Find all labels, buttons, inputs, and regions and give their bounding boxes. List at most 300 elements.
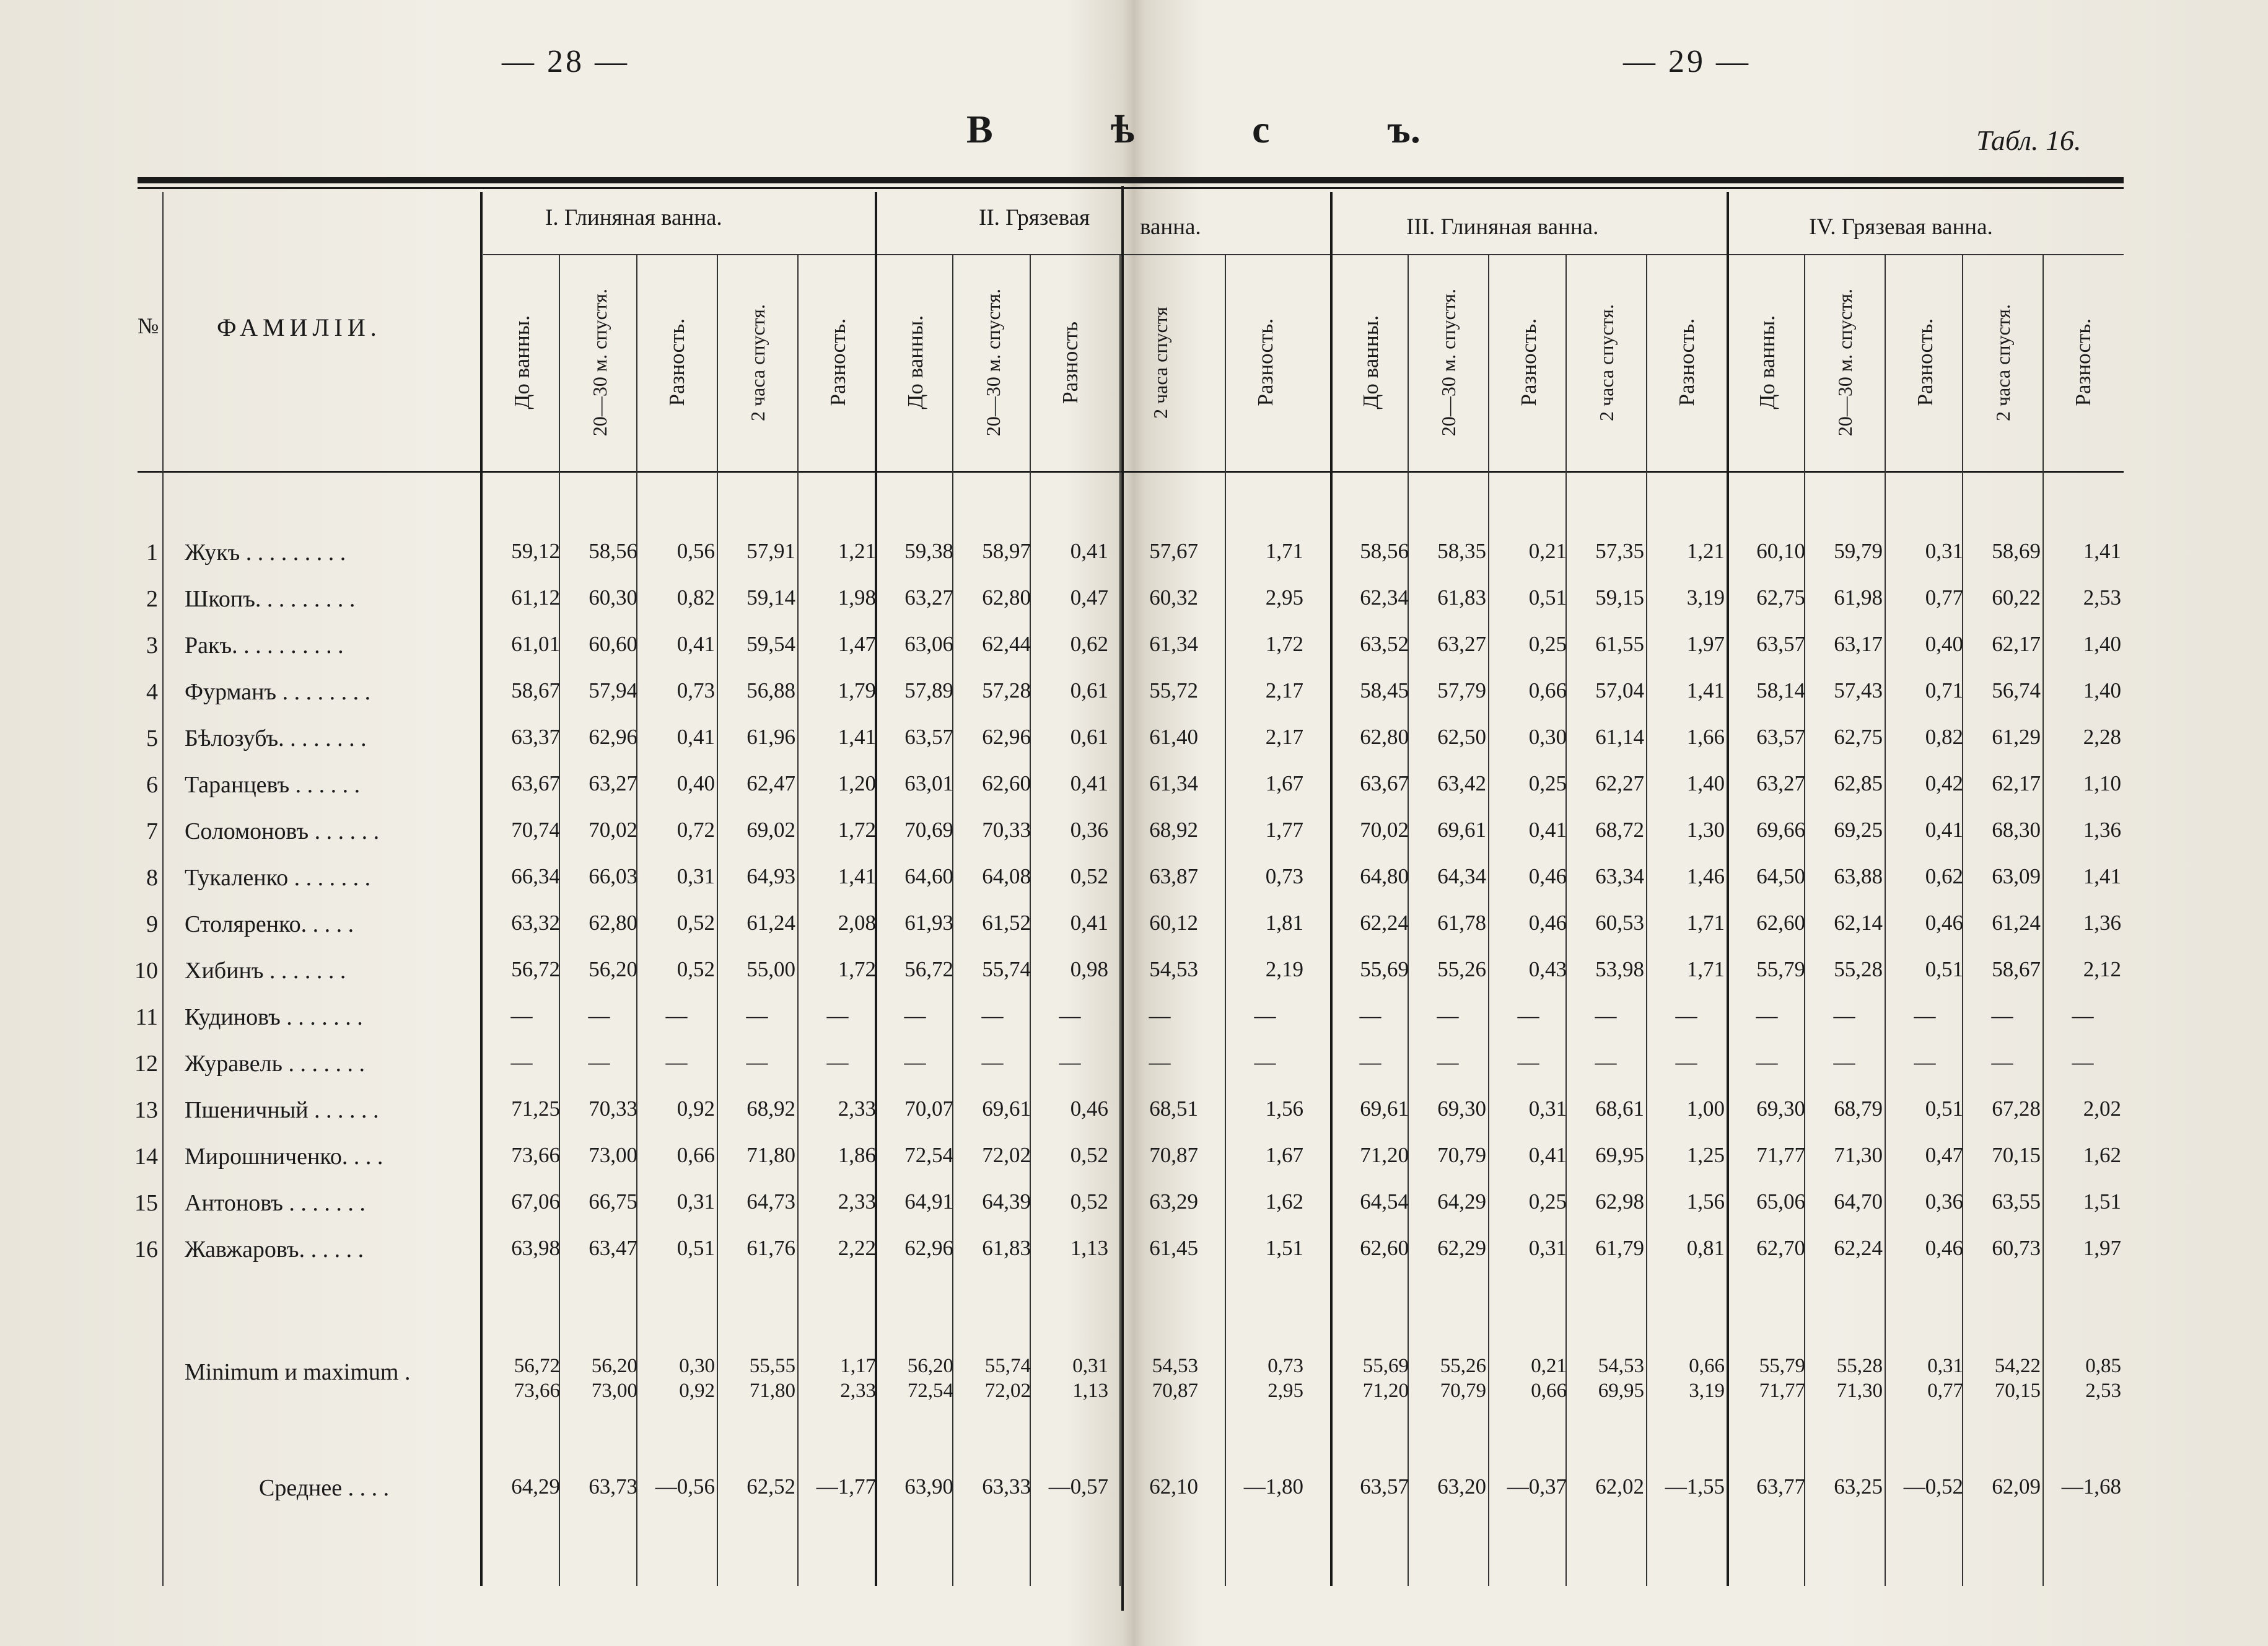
table-cell: 1,41	[2083, 539, 2121, 563]
table-cell: 62,50	[1437, 725, 1486, 749]
table-cell: 57,67	[1149, 539, 1198, 563]
table-cell: —	[981, 1004, 1004, 1028]
minmax-min-cell: 54,53	[1598, 1355, 1644, 1377]
average-cell: —1,55	[1665, 1474, 1725, 1499]
table-title	[966, 107, 1538, 152]
table-cell: 62,80	[982, 585, 1031, 610]
column-header-text: До ванны.	[1359, 315, 1383, 409]
table-cell: 66,75	[589, 1189, 637, 1214]
table-cell: 60,60	[589, 632, 637, 656]
table-cell: 0,46	[1528, 911, 1567, 935]
table-cell: 1,72	[838, 818, 876, 842]
table-cell: 2,53	[2083, 585, 2121, 610]
table-cell: 58,56	[589, 539, 637, 563]
table-cell: 60,22	[1992, 585, 2041, 610]
row-number: 13	[134, 1097, 158, 1123]
table-cell: 63,27	[904, 585, 953, 610]
table-cell: 1,67	[1265, 771, 1303, 795]
table-cell: —	[510, 1004, 533, 1028]
table-cell: 0,41	[1528, 1143, 1567, 1167]
minmax-max-cell: 71,30	[1836, 1380, 1883, 1402]
table-cell: 59,14	[747, 585, 795, 610]
table-cell: 1,56	[1265, 1097, 1303, 1121]
table-cell: 0,66	[1528, 678, 1567, 703]
group-header-underline	[483, 254, 2124, 255]
table-cell: 1,71	[1265, 539, 1303, 563]
table-cell: 73,66	[511, 1143, 560, 1167]
table-cell: 61,24	[747, 911, 795, 935]
table-cell: —	[2072, 1004, 2094, 1028]
col-divider-8	[1119, 254, 1121, 1586]
table-cell: 0,25	[1528, 1189, 1567, 1214]
column-header-text: 20—30 м. спустя.	[981, 288, 1004, 437]
table-cell: —	[904, 1004, 926, 1028]
minmax-min-cell: 55,28	[1836, 1355, 1883, 1377]
table-cell: 60,10	[1756, 539, 1805, 563]
table-cell: 71,20	[1360, 1143, 1409, 1167]
table-cell: 1,00	[1686, 1097, 1725, 1121]
average-cell: 63,57	[1360, 1474, 1409, 1499]
table-cell: 63,32	[511, 911, 560, 935]
minmax-min-cell: 0,30	[679, 1355, 715, 1377]
table-cell: 62,34	[1360, 585, 1409, 610]
table-cell: 0,41	[1070, 771, 1108, 795]
table-cell: 68,30	[1992, 818, 2041, 842]
table-cell: 60,30	[589, 585, 637, 610]
table-cell: 73,00	[589, 1143, 637, 1167]
table-cell: 67,28	[1992, 1097, 2041, 1121]
table-cell: 1,41	[1686, 678, 1725, 703]
column-header	[1648, 260, 1726, 465]
table-cell: —	[1437, 1050, 1459, 1074]
col-divider-3	[717, 254, 718, 1586]
minmax-min-cell: 55,74	[984, 1355, 1031, 1377]
table-cell: 63,67	[1360, 771, 1409, 795]
table-cell: —	[665, 1004, 688, 1028]
table-cell: 61,01	[511, 632, 560, 656]
title-letter-2: ѣ	[1110, 107, 1135, 151]
column-header-text: Разность.	[1253, 318, 1277, 406]
table-cell: 59,12	[511, 539, 560, 563]
table-cell: 53,98	[1595, 957, 1644, 981]
table-cell: 1,36	[2083, 911, 2121, 935]
table-cell: 69,61	[982, 1097, 1031, 1121]
table-cell: 0,47	[1925, 1143, 1963, 1167]
table-cell: 71,30	[1834, 1143, 1883, 1167]
col-divider-14	[1646, 254, 1647, 1586]
table-cell: 1,10	[2083, 771, 2121, 795]
table-cell: 62,44	[982, 632, 1031, 656]
column-header-text: До ванны.	[510, 315, 534, 409]
table-cell: 63,42	[1437, 771, 1486, 795]
minmax-min-cell: 0,66	[1689, 1355, 1725, 1377]
column-header	[1409, 260, 1487, 465]
row-number: 11	[135, 1004, 158, 1030]
minmax-min-cell: 0,85	[2085, 1355, 2121, 1377]
table-cell: 62,80	[589, 911, 637, 935]
average-cell: —1,77	[816, 1474, 876, 1499]
table-cell: 63,57	[1756, 632, 1805, 656]
table-cell: —	[1675, 1004, 1697, 1028]
table-cell: 69,61	[1437, 818, 1486, 842]
table-cell: 65,06	[1756, 1189, 1805, 1214]
column-header	[1964, 260, 2042, 465]
col-divider-9	[1225, 254, 1226, 1586]
table-cell: 1,40	[1686, 771, 1725, 795]
table-cell: 59,54	[747, 632, 795, 656]
table-cell: 2,95	[1265, 585, 1303, 610]
table-cell: —	[1437, 1004, 1459, 1028]
table-cell: 61,40	[1149, 725, 1198, 749]
table-cell: —	[1059, 1050, 1081, 1074]
table-cell: —	[588, 1050, 610, 1074]
table-cell: 0,41	[676, 632, 715, 656]
table-cell: 1,46	[1686, 864, 1725, 888]
table-cell: 0,73	[676, 678, 715, 703]
row-number: 15	[134, 1190, 158, 1216]
row-surname: Пшеничный . . . . . .	[185, 1097, 379, 1123]
table-cell: —	[1833, 1004, 1855, 1028]
table-cell: 61,29	[1992, 725, 2041, 749]
table-cell: 64,93	[747, 864, 795, 888]
group-header-1: I. Глиняная ванна.	[545, 205, 722, 230]
table-cell: 55,72	[1149, 678, 1198, 703]
average-cell: 62,09	[1992, 1474, 2041, 1499]
table-cell: 63,87	[1149, 864, 1198, 888]
table-cell: 1,40	[2083, 678, 2121, 703]
col-divider-17	[1885, 254, 1886, 1586]
table-cell: 61,12	[511, 585, 560, 610]
table-cell: 1,36	[2083, 818, 2121, 842]
table-cell: —	[746, 1004, 768, 1028]
column-header-text: 2 часа спустя.	[746, 304, 769, 421]
minmax-max-cell: 72,02	[984, 1380, 1031, 1402]
table-cell: —	[1991, 1004, 2013, 1028]
table-cell: —	[1756, 1004, 1778, 1028]
table-cell: 64,60	[904, 864, 953, 888]
table-cell: 61,52	[982, 911, 1031, 935]
row-number: 12	[134, 1051, 158, 1077]
table-cell: 57,43	[1834, 678, 1883, 703]
table-cell: 2,22	[838, 1236, 876, 1260]
table-cell: 70,33	[982, 818, 1031, 842]
table-cell: 55,74	[982, 957, 1031, 981]
column-header	[1728, 260, 1806, 465]
table-cell: 54,53	[1149, 957, 1198, 981]
table-cell: 71,80	[747, 1143, 795, 1167]
minmax-max-cell: 2,33	[840, 1380, 876, 1402]
table-cell: 0,51	[676, 1236, 715, 1260]
row-number: 7	[146, 818, 158, 844]
table-cell: 68,61	[1595, 1097, 1644, 1121]
row-number: 2	[146, 586, 158, 612]
row-surname: Столяренко. . . . .	[185, 911, 354, 937]
header-num: №	[138, 313, 159, 338]
column-header-text: Разность	[1058, 321, 1082, 404]
table-cell: —	[826, 1004, 849, 1028]
minmax-min-cell: 54,22	[1994, 1355, 2041, 1377]
table-cell: 0,21	[1528, 539, 1567, 563]
table-cell: 59,79	[1834, 539, 1883, 563]
table-cell: 1,13	[1070, 1236, 1108, 1260]
row-surname: Ракъ. . . . . . . . . .	[185, 633, 344, 659]
average-cell: —0,56	[655, 1474, 715, 1499]
minmax-max-cell: 2,95	[1268, 1380, 1303, 1402]
table-cell: 1,21	[1686, 539, 1725, 563]
table-cell: 0,40	[1925, 632, 1963, 656]
minmax-max-cell: 1,13	[1072, 1380, 1108, 1402]
table-cell: 0,52	[1070, 1189, 1108, 1214]
page-number-right: — 29 —	[1623, 44, 1751, 79]
average-cell: —0,57	[1048, 1474, 1108, 1499]
table-cell: —	[1595, 1050, 1617, 1074]
table-cell: 1,66	[1686, 725, 1725, 749]
table-cell: 63,98	[511, 1236, 560, 1260]
table-cell: 1,62	[2083, 1143, 2121, 1167]
row-surname: Соломоновъ . . . . . .	[185, 818, 380, 844]
table-cell: 68,79	[1834, 1097, 1883, 1121]
average-label: Среднее . . . .	[259, 1475, 390, 1501]
table-cell: 68,72	[1595, 818, 1644, 842]
row-number: 4	[146, 679, 158, 705]
column-header-text: Разность.	[1517, 318, 1541, 406]
header-name: ФАМИЛІИ.	[217, 313, 382, 341]
row-surname: Журавель . . . . . . .	[185, 1051, 365, 1077]
table-cell: 0,61	[1070, 725, 1108, 749]
table-cell: 61,34	[1149, 771, 1198, 795]
group-header-4: IV. Грязевая ванна.	[1809, 214, 1993, 240]
column-header	[638, 260, 716, 465]
table-cell: 0,25	[1528, 632, 1567, 656]
table-cell: 0,52	[676, 911, 715, 935]
table-cell: 0,47	[1070, 585, 1108, 610]
table-cell: 62,98	[1595, 1189, 1644, 1214]
table-cell: 1,86	[838, 1143, 876, 1167]
minmax-min-cell: 0,21	[1531, 1355, 1567, 1377]
table-cell: 68,51	[1149, 1097, 1198, 1121]
minmax-min-cell: 55,55	[749, 1355, 795, 1377]
table-cell: 1,79	[838, 678, 876, 703]
table-cell: —	[1254, 1004, 1276, 1028]
table-cell: 61,83	[982, 1236, 1031, 1260]
table-cell: 2,08	[838, 911, 876, 935]
table-cell: 1,25	[1686, 1143, 1725, 1167]
table-cell: 59,15	[1595, 585, 1644, 610]
minmax-min-cell: 56,20	[907, 1355, 953, 1377]
table-cell: 1,41	[838, 864, 876, 888]
table-cell: 1,97	[1686, 632, 1725, 656]
table-cell: 57,91	[747, 539, 795, 563]
table-cell: 63,27	[1437, 632, 1486, 656]
table-cell: 63,52	[1360, 632, 1409, 656]
table-cell: 0,41	[1070, 911, 1108, 935]
row-surname: Таранцевъ . . . . . .	[185, 772, 361, 798]
minmax-min-cell: 1,17	[840, 1355, 876, 1377]
table-cell: 1,98	[838, 585, 876, 610]
table-cell: 0,30	[1528, 725, 1567, 749]
table-cell: 2,02	[2083, 1097, 2121, 1121]
table-cell: 0,51	[1925, 957, 1963, 981]
table-cell: 56,20	[589, 957, 637, 981]
table-cell: 0,25	[1528, 771, 1567, 795]
average-cell: 63,25	[1834, 1474, 1883, 1499]
table-cell: 0,62	[1925, 864, 1963, 888]
table-cell: —	[1833, 1050, 1855, 1074]
minmax-min-cell: 0,31	[1927, 1355, 1963, 1377]
table-cell: 62,24	[1834, 1236, 1883, 1260]
table-cell: 69,30	[1437, 1097, 1486, 1121]
table-cell: —	[1149, 1050, 1171, 1074]
table-cell: 63,37	[511, 725, 560, 749]
table-cell: 1,71	[1686, 911, 1725, 935]
col-divider-name	[480, 192, 483, 1586]
table-cell: 62,24	[1360, 911, 1409, 935]
table-cell: 62,14	[1834, 911, 1883, 935]
table-cell: 0,52	[676, 957, 715, 981]
table-cell: 1,56	[1686, 1189, 1725, 1214]
table-cell: 67,06	[511, 1189, 560, 1214]
average-cell: 62,02	[1595, 1474, 1644, 1499]
table-cell: 58,14	[1756, 678, 1805, 703]
average-cell: 63,73	[589, 1474, 637, 1499]
column-header	[561, 260, 639, 465]
table-cell: 63,01	[904, 771, 953, 795]
row-number: 10	[134, 958, 158, 984]
row-number: 16	[134, 1237, 158, 1263]
table-cell: —	[746, 1050, 768, 1074]
table-cell: 64,34	[1437, 864, 1486, 888]
table-cell: 1,72	[838, 957, 876, 981]
table-cell: 60,73	[1992, 1236, 2041, 1260]
table-cell: 61,55	[1595, 632, 1644, 656]
row-number: 8	[146, 865, 158, 891]
minmax-min-cell: 0,31	[1072, 1355, 1108, 1377]
table-cell: 62,47	[747, 771, 795, 795]
table-cell: —	[1914, 1004, 1936, 1028]
table-cell: 58,56	[1360, 539, 1409, 563]
table-cell: 62,96	[982, 725, 1031, 749]
table-cell: 63,06	[904, 632, 953, 656]
table-cell: 70,33	[589, 1097, 637, 1121]
table-cell: 70,02	[589, 818, 637, 842]
table-cell: 0,92	[676, 1097, 715, 1121]
table-cell: 66,03	[589, 864, 637, 888]
table-cell: 61,79	[1595, 1236, 1644, 1260]
column-header-text: Разность.	[1675, 318, 1699, 406]
table-cell: 57,35	[1595, 539, 1644, 563]
minmax-max-cell: 72,54	[907, 1380, 953, 1402]
row-surname: Жукъ . . . . . . . . .	[185, 540, 346, 566]
table-cell: 64,70	[1834, 1189, 1883, 1214]
minmax-max-cell: 73,00	[591, 1380, 637, 1402]
table-cell: 61,96	[747, 725, 795, 749]
table-cell: 55,00	[747, 957, 795, 981]
column-header-text: Разность.	[2071, 318, 2095, 406]
table-cell: 69,95	[1595, 1143, 1644, 1167]
header-bottom-rule	[138, 471, 2124, 473]
table-cell: 56,72	[904, 957, 953, 981]
table-cell: 63,57	[904, 725, 953, 749]
column-header	[1490, 260, 1568, 465]
table-cell: 63,27	[1756, 771, 1805, 795]
table-cell: 70,15	[1992, 1143, 2041, 1167]
table-cell: 1,40	[2083, 632, 2121, 656]
table-cell: 1,30	[1686, 818, 1725, 842]
minmax-max-cell: 71,20	[1362, 1380, 1409, 1402]
table-cell: 0,62	[1070, 632, 1108, 656]
column-header	[719, 260, 797, 465]
table-cell: 63,34	[1595, 864, 1644, 888]
minmax-max-cell: 0,66	[1531, 1380, 1567, 1402]
column-header-text: 2 часа спустя.	[1595, 304, 1618, 421]
table-cell: 64,29	[1437, 1189, 1486, 1214]
column-header	[954, 260, 1032, 465]
page-number-left: — 28 —	[502, 44, 629, 79]
table-cell: —	[1359, 1050, 1381, 1074]
table-cell: 0,51	[1528, 585, 1567, 610]
table-cell: 69,66	[1756, 818, 1805, 842]
table-cell: 70,74	[511, 818, 560, 842]
table-cell: 57,89	[904, 678, 953, 703]
table-cell: 63,55	[1992, 1189, 2041, 1214]
table-cell: —	[1756, 1050, 1778, 1074]
table-cell: 1,41	[2083, 864, 2121, 888]
table-cell: —	[1675, 1050, 1697, 1074]
table-cell: 58,67	[1992, 957, 2041, 981]
average-cell: —1,80	[1243, 1474, 1303, 1499]
table-cell: 64,08	[982, 864, 1031, 888]
average-cell: 64,29	[511, 1474, 560, 1499]
table-cell: 62,75	[1834, 725, 1883, 749]
table-cell: 2,28	[2083, 725, 2121, 749]
group-header-2b: ванна.	[1140, 214, 1201, 240]
minmax-min-cell: 55,69	[1362, 1355, 1409, 1377]
table-cell: 63,47	[589, 1236, 637, 1260]
col-divider-12	[1488, 254, 1489, 1586]
minmax-label: Minimum и maximum .	[185, 1359, 411, 1385]
table-cell: 1,97	[2083, 1236, 2121, 1260]
table-cell: 0,98	[1070, 957, 1108, 981]
table-cell: 64,73	[747, 1189, 795, 1214]
table-cell: —	[1517, 1004, 1539, 1028]
table-cell: —	[1991, 1050, 2013, 1074]
table-cell: 61,98	[1834, 585, 1883, 610]
table-cell: 70,79	[1437, 1143, 1486, 1167]
col-divider-num	[162, 192, 164, 1586]
table-cell: 0,41	[1925, 818, 1963, 842]
table-cell: 58,45	[1360, 678, 1409, 703]
table-cell: 56,74	[1992, 678, 2041, 703]
minmax-max-cell: 71,77	[1759, 1380, 1805, 1402]
column-header	[877, 260, 955, 465]
table-cell: 63,29	[1149, 1189, 1198, 1214]
table-cell: 70,07	[904, 1097, 953, 1121]
table-cell: —	[1059, 1004, 1081, 1028]
table-cell: 1,81	[1265, 911, 1303, 935]
table-cell: 0,71	[1925, 678, 1963, 703]
table-cell: 0,51	[1925, 1097, 1963, 1121]
table-cell: 70,02	[1360, 818, 1409, 842]
column-header-text: 20—30 м. спустя.	[1437, 288, 1460, 437]
minmax-min-cell: 0,73	[1268, 1355, 1303, 1377]
column-header-text: 2 часа спустя	[1149, 306, 1171, 419]
table-cell: 58,97	[982, 539, 1031, 563]
row-surname: Шкопъ. . . . . . . . .	[185, 586, 356, 612]
table-cell: —	[2072, 1050, 2094, 1074]
top-rule-heavy	[138, 177, 2124, 183]
table-cell: 68,92	[747, 1097, 795, 1121]
average-cell: 62,52	[747, 1474, 795, 1499]
